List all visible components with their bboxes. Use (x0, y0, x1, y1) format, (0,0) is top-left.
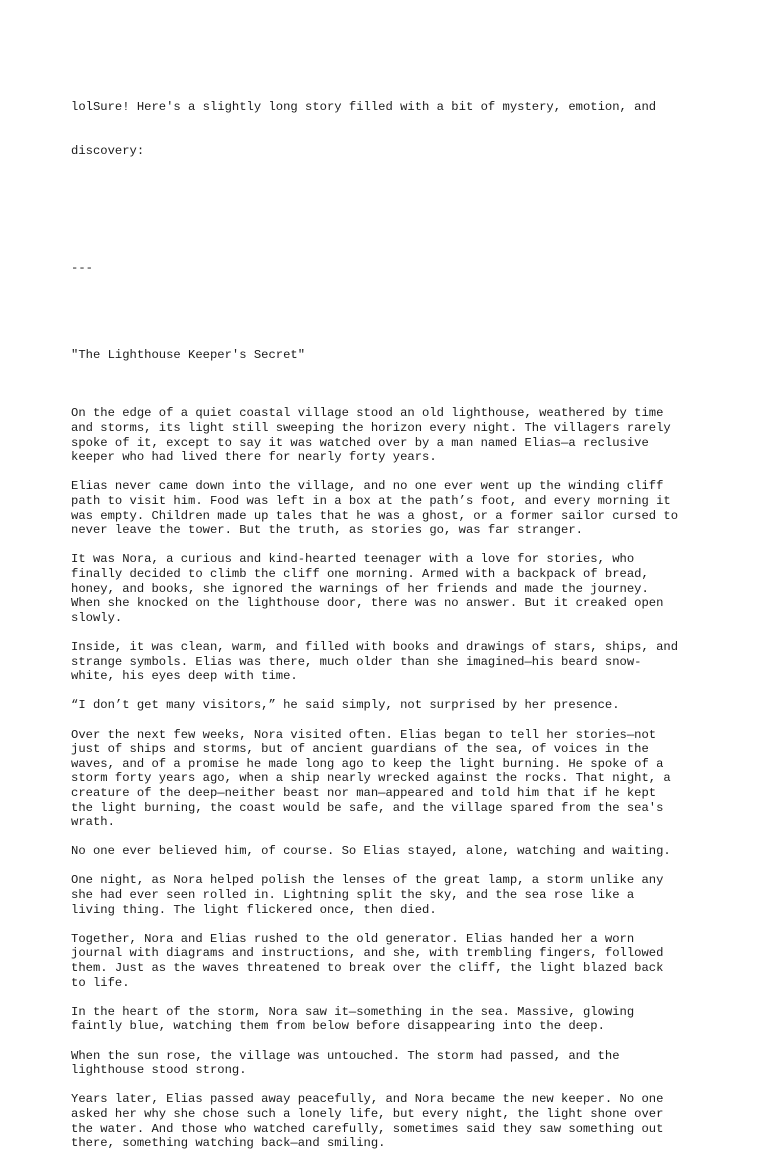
paragraph-line: Elias never came down into the village, and no one ever went up the winding cliff (71, 479, 664, 494)
paragraph-line: When she knocked on the lighthouse door, there was no answer. But it creaked open (71, 596, 664, 611)
paragraph-line: No one ever believed him, of course. So Elias stayed, alone, watching and waiting. (71, 844, 671, 859)
paragraph-line: Years later, Elias passed away peacefully, and Nora became the new keeper. No one (71, 1092, 664, 1107)
paragraph-line: creature of the deep—neither beast nor man—appeared and told him that if he kept (71, 785, 657, 800)
paragraph-line: was empty. Children made up tales that he was a ghost, or a former sailor cursed to (71, 508, 679, 523)
paragraph-line: asked her why she chose such a lonely life, but every night, the light shone over (71, 1106, 664, 1121)
paragraph-line: waves, and of a promise he made long ago to keep the light burning. He spoke of a (71, 756, 664, 771)
paragraph-line: It was Nora, a curious and kind-hearted teenager with a love for stories, who (71, 552, 635, 567)
paragraph-line: One night, as Nora helped polish the lenses of the great lamp, a storm unlike any (71, 873, 664, 888)
paragraph-line: Inside, it was clean, warm, and filled with books and drawings of stars, ships, and (71, 639, 679, 654)
separator-text: --- (71, 260, 93, 275)
paragraph-line: she had ever seen rolled in. Lightning split the sky, and the sea rose like a (71, 888, 635, 903)
spacer (71, 202, 711, 231)
paragraph-line: On the edge of a quiet coastal village stood an old lighthouse, weathered by time (71, 406, 664, 421)
paragraph-line: white, his eyes deep with time. (71, 669, 298, 684)
story-paragraph (71, 1005, 711, 1034)
story-paragraph (71, 932, 711, 990)
paragraph-line: When the sun rose, the village was untouched. The storm had passed, and the (71, 1048, 620, 1063)
paragraph-line: and storms, its light still sweeping the horizon every night. The villagers rarely (71, 421, 671, 436)
story-body (71, 406, 711, 1150)
story-paragraph (71, 728, 711, 830)
paragraph-line: living thing. The light flickered once, then died. (71, 902, 437, 917)
paragraph-line: the light burning, the coast would be safe, and the village spared from the sea's (71, 800, 664, 815)
paragraph-line: slowly. (71, 610, 123, 625)
paragraph-line: faintly blue, watching them from below before disappearing into the deep. (71, 1019, 605, 1034)
intro-paragraph (71, 71, 711, 188)
story-paragraph (71, 552, 711, 625)
intro-line: discovery: (71, 143, 145, 158)
story-paragraph (71, 844, 711, 859)
paragraph-line: spoke of it, except to say it was watched over by a man named Elias—a reclusive (71, 435, 649, 450)
paragraph-line: In the heart of the storm, Nora saw it—something in the sea. Massive, glowing (71, 1004, 635, 1019)
paragraph-line: never leave the tower. But the truth, as stories go, was far stranger. (71, 523, 583, 538)
story-title-text: "The Lighthouse Keeper's Secret" (71, 348, 306, 363)
story-paragraph (71, 640, 711, 684)
paragraph-line: strange symbols. Elias was there, much older than she imagined—his beard snow- (71, 654, 642, 669)
paragraph-line: the water. And those who watched carefully, sometimes said they saw something out (71, 1121, 664, 1136)
paragraph-line: keeper who had lived there for nearly forty years. (71, 450, 437, 465)
story-paragraph (71, 406, 711, 464)
story-paragraph (71, 1092, 711, 1150)
story-paragraph (71, 698, 711, 713)
separator (71, 231, 711, 304)
paragraph-line: Together, Nora and Elias rushed to the old generator. Elias handed her a worn (71, 931, 635, 946)
paragraph-line: journal with diagrams and instructions, and she, with trembling fingers, followed (71, 946, 664, 961)
story-paragraph (71, 1049, 711, 1078)
paragraph-line: honey, and books, she ignored the warnings of her friends and made the journey. (71, 581, 649, 596)
story-paragraph (71, 479, 711, 537)
paragraph-line: “I don’t get many visitors,” he said simply, not surprised by her presence. (71, 698, 620, 713)
paragraph-line: path to visit him. Food was left in a box at the path’s foot, and every morning it (71, 494, 671, 509)
paragraph-line: storm forty years ago, when a ship nearly wrecked against the rocks. That night, a (71, 771, 671, 786)
paragraph-line: lighthouse stood strong. (71, 1063, 247, 1078)
paragraph-line: there, something watching back—and smiling. (71, 1136, 386, 1151)
paragraph-line: finally decided to climb the cliff one morning. Armed with a backpack of bread, (71, 567, 649, 581)
paragraph-line: to life. (71, 975, 130, 990)
paragraph-line: wrath. (71, 815, 115, 830)
paragraph-line: Over the next few weeks, Nora visited often. Elias began to tell her stories—not (71, 727, 657, 742)
intro-line: lolSure! Here's a slightly long story filled with a bit of mystery, emotion, and (71, 100, 657, 115)
document-page (71, 71, 711, 1165)
paragraph-line: just of ships and storms, but of ancient guardians of the sea, of voices in the (71, 742, 649, 757)
story-paragraph (71, 873, 711, 917)
paragraph-line: them. Just as the waves threatened to break over the cliff, the light blazed back (71, 961, 664, 976)
story-title (71, 319, 711, 392)
